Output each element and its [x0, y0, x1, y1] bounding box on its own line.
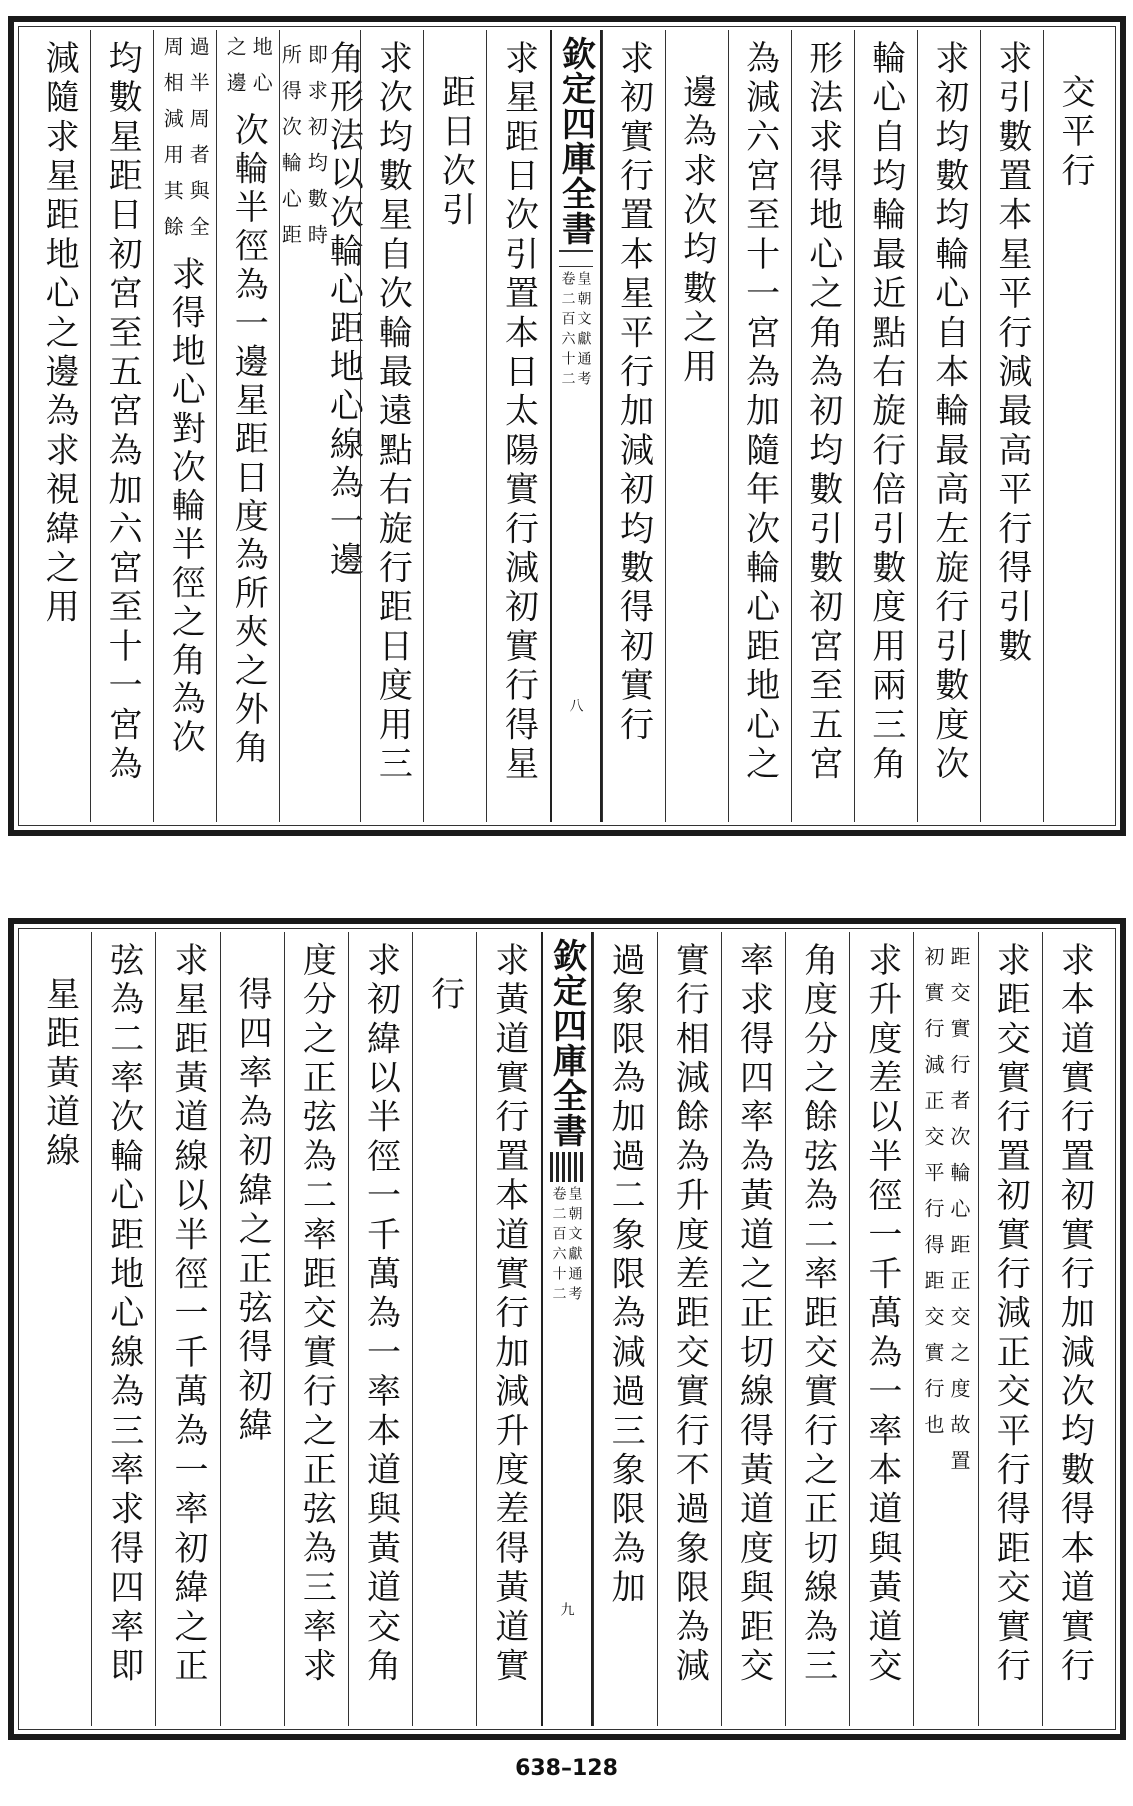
text-column: [348, 932, 412, 1726]
column-text: 過象限為加過二象限為減過三象限為加: [605, 942, 646, 1609]
column-text: 實行相減餘為升度差距交實行不過象限為減: [669, 942, 710, 1687]
leaf-number: 九: [558, 1602, 575, 1616]
text-column: [216, 30, 279, 822]
text-column: [1042, 932, 1106, 1726]
column-text: 為減六宮至十一宮為加隨年次輪心距地心之: [739, 40, 780, 785]
text-column: [917, 30, 980, 822]
text-column: [284, 932, 348, 1726]
column-text: 求黃道實行置本道實行加減升度差得黃道實: [488, 942, 529, 1687]
annotation: [278, 30, 329, 822]
text-column: [849, 932, 913, 1726]
text-column: [91, 932, 155, 1726]
text-column: [155, 932, 219, 1726]
text-column: [657, 932, 721, 1726]
column-text: 均數星距日初宮至五宮為加六宮至十一宮為: [102, 40, 143, 785]
lower-page-columns: [28, 932, 1106, 1726]
column-text: 求距交實行置初實行減正交平行得距交實行: [990, 942, 1031, 1687]
annotation-line: 距交實行者次輪心距正交之度故置: [947, 946, 972, 1486]
text-column: [28, 932, 91, 1726]
column-text: 弦為二率次輪心距地心線為三率求得四率即: [103, 942, 144, 1687]
column-text: 求本道實行置初實行加減次均數得本道實行: [1054, 942, 1095, 1687]
scan-page-number: 638–128: [515, 1756, 618, 1781]
text-column: [486, 30, 549, 822]
text-column: [791, 30, 854, 822]
text-column: [785, 932, 849, 1726]
column-text: 星距黃道線: [39, 976, 80, 1172]
volume-number: 卷二百六十二: [559, 271, 576, 391]
text-column: [980, 30, 1043, 822]
column-text: 求升度差以半徑一千萬為一率本道與黃道交: [861, 942, 902, 1687]
column-text: 求引數置本星平行減最高平行得引數: [991, 40, 1032, 668]
column-text: 度分之正弦為二率距交實行之正弦為三率求: [296, 942, 337, 1687]
volume-number: 卷二百六十二: [550, 1186, 567, 1306]
annotation-line: 所得次輪心距: [278, 44, 303, 260]
annotation-line: 之邊: [223, 36, 248, 108]
column-text: 邊為求次均數之用: [676, 74, 717, 388]
column-text: 輪心自均輪最近點右旋行倍引數度用兩三角: [865, 40, 906, 785]
text-column: [1043, 30, 1106, 822]
column-text: 次輪半徑為一邊星距日度為所夾之外角: [228, 112, 269, 769]
column-text: 求得地心對次輪半徑之角為次: [165, 256, 206, 758]
text-column: [593, 932, 657, 1726]
text-column: [978, 932, 1042, 1726]
volume-title: 皇朝文獻通考: [575, 271, 592, 391]
text-column: [721, 932, 785, 1726]
text-column: [153, 30, 216, 822]
text-column: [278, 30, 364, 822]
center-fold-column: [550, 30, 602, 822]
text-column: [90, 30, 153, 822]
text-column: [854, 30, 917, 822]
column-text: 行: [424, 976, 465, 1016]
volume-info: [561, 271, 591, 391]
annotation-line: 周相減用其餘: [160, 36, 185, 252]
column-text: 減隨求星距地心之邊為求視緯之用: [39, 40, 80, 628]
column-text: 角度分之餘弦為二率距交實行之正切線為三: [797, 942, 838, 1687]
annotation-line: 過半周者與全: [186, 36, 211, 252]
book-title: 欽定四庫全書: [546, 938, 587, 1148]
column-text: 求初實行置本星平行加減初均數得初實行: [613, 40, 654, 746]
column-text: 得四率為初緯之正弦得初緯: [232, 976, 273, 1447]
column-text: 求星距黃道線以半徑一千萬為一率初緯之正: [167, 942, 208, 1687]
column-text: 距日次引: [435, 74, 476, 231]
column-text: 求初緯以半徑一千萬為一率本道與黃道交角: [360, 942, 401, 1687]
annotation-line: 地心: [249, 36, 274, 108]
text-column: [412, 932, 476, 1726]
text-column: [602, 30, 665, 822]
text-column: [728, 30, 791, 822]
column-text: 形法求得地心之角為初均數引數初宮至五宮: [802, 40, 843, 785]
upper-page: [8, 16, 1126, 836]
column-text: 求次均數星自次輪最遠點右旋行距日度用三: [372, 40, 413, 785]
fishtail-mark: [550, 1152, 584, 1182]
text-column: [476, 932, 540, 1726]
column-text: 角形法以次輪心距地心線為一邊: [323, 40, 364, 581]
text-column: [665, 30, 728, 822]
volume-info: [552, 1186, 582, 1306]
book-title: 欽定四庫全書: [555, 36, 596, 246]
column-text: 率求得四率為黃道之正切線得黃道度與距交: [733, 942, 774, 1687]
column-text: 交平行: [1054, 74, 1095, 192]
column-text: 求初均數均輪心自本輪最高左旋行引數度次: [928, 40, 969, 785]
lower-page: [8, 918, 1126, 1740]
text-column: [28, 30, 90, 822]
annotation: [921, 932, 972, 1726]
annotation: [160, 36, 211, 252]
annotation: [223, 36, 274, 108]
column-text: 求星距日次引置本日太陽實行減初實行得星: [498, 40, 539, 785]
volume-title: 皇朝文獻通考: [566, 1186, 583, 1306]
center-fold-column: [541, 932, 593, 1726]
text-column: [360, 30, 423, 822]
text-column: [220, 932, 284, 1726]
upper-page-columns: [28, 30, 1106, 822]
annotation-line: 即求初均數時: [304, 44, 329, 260]
text-column: [913, 932, 977, 1726]
text-column: [423, 30, 486, 822]
leaf-number: 八: [567, 698, 584, 712]
fishtail-mark: [559, 250, 593, 267]
annotation-line: 初實行減正交平行得距交實行也: [921, 946, 946, 1450]
